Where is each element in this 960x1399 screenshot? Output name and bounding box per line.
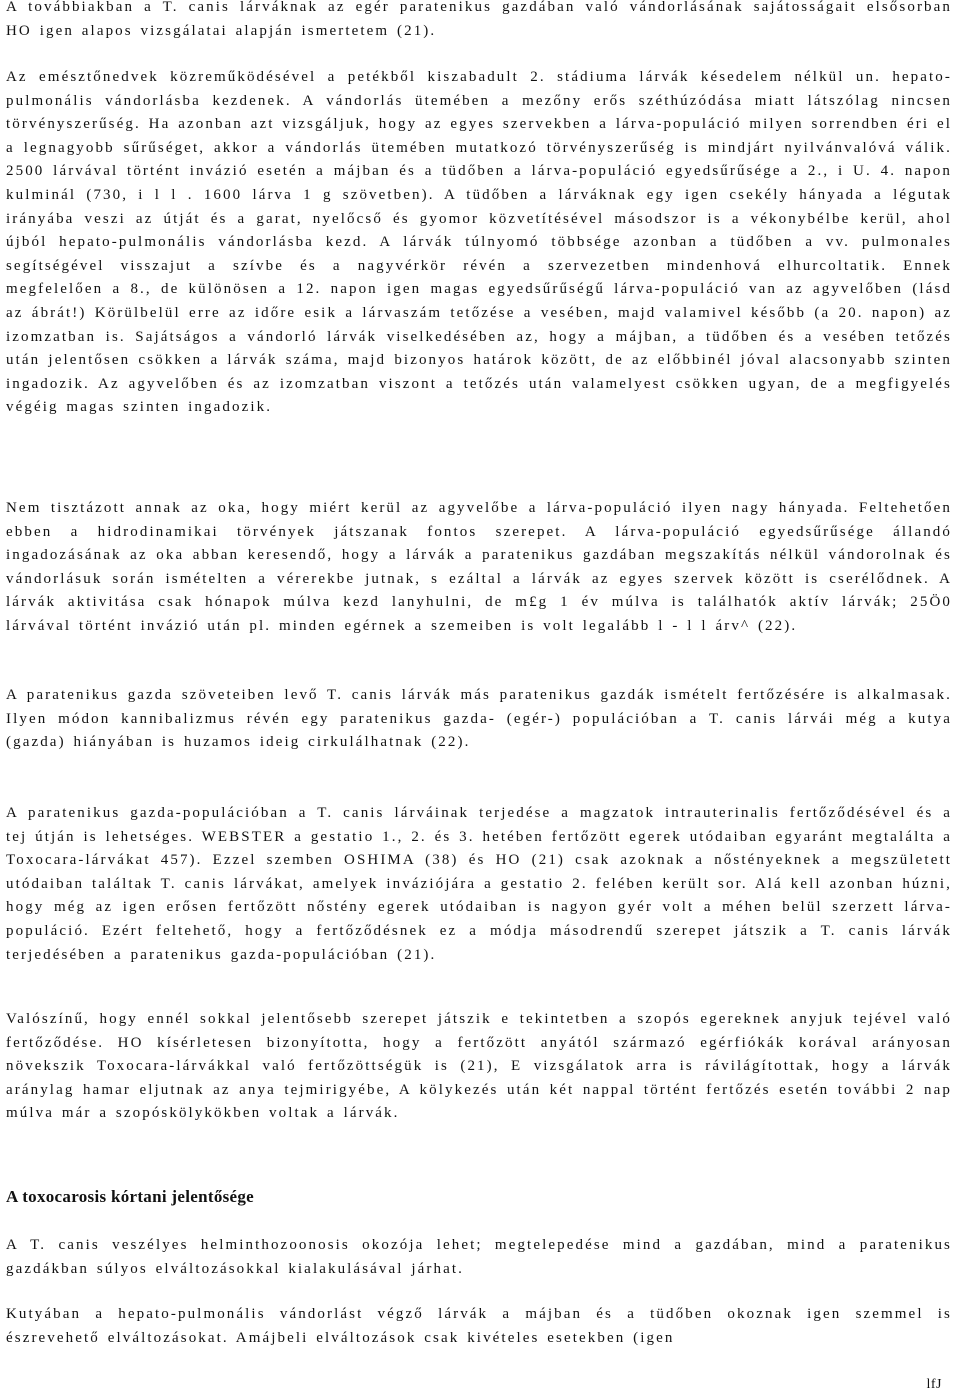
paragraph-brain-population: Nem tisztázott annak az oka, hogy miért kerül az agyvelőbe a lárva-populáció ilyen nagy hányada. Feltehetően ebben a hidrodinamikai törvények játszanak fontos szerepet. A lárva-populáció egyedsűrűsége állandó ingadozásának az oka abban keresendő, hogy a lárvák a paratenikus gazdában megszakítás nélkül vándorolnak és vándorlásuk során ismételten a vérerekbe jutnak, s ezáltal a lárvák az egyes szervek között is cserélődnek. A lárvák aktivitása csak hónapok múlva kezd lanyhulni, de m£g 1 év múlva is találhatók aktív lárvák; 25Ö0 lárvával történt invázió után pl. minden egérnek a szemeiben is volt legalább l - l l árv^ (22).	[6, 500, 952, 634]
paragraph-larval-migration: Az emésztőnedvek közreműködésével a petékből kiszabadult 2. stádiuma lárvák késedelem nélkül un. hepato-pulmonális vándorlásba kezdenek. A vándorlás ütemében a mezőny erős széthúzódása miatt látszólag nincsen törvényszerűség. Ha azonban azt vizsgáljuk, hogy az egyes szervekben a lárva-populáció milyen sorrendben éri el a legnagyobb sűrűséget, akkor a vándorlás ütemében mutatkozó törvényszerűség is mindjárt nyilvánvalóvá válik. 2500 lárvával történt invázió esetén a májban és a tüdőben a lárva-populáció egyedsűrűsége a 2., i U. 4. napon kulminál (730, i l l . 1600 lárva 1 g szövetben). A tüdőben a lárváknak egy igen csekély hányada a légutak irányába veszi az útját és a garat, nyelőcső és gyomor közvetítésével másodszor is a vékonybélbe kerül, ahol újból hepato-pulmonális vándorlásba kezd. A lárvák túlnyomó többsége azonban a tüdőben a vv. pulmonales segítségével visszajut a szívbe és a nagyvérkör révén a szervezetben mindenhová elhurcoltatik. Ennek megfelelően a 8., de különösen a 12. napon igen magas egyedsűrűségű lárva-populáció van az agyvelőben (lásd az ábrát!) Körülbelül erre az időre esik a lárvaszám tetőzése a vesében, majd valamivel később (a 20. napon) az izomzatban is. Sajátságos a vándorló lárvák viselkedésében az, hogy a májban, a tüdőben és a vesében tetőzés után jelentősen csökken a lárvák száma, majd bizonyos határok között, de az előbbinél jóval alacsonyabb szinten ingadozik. Az agyvelőben és az izomzatban viszont a tetőzés után valamelyest csökken ugyan, de a megfigyelés végéig magas szinten ingadozik.	[6, 69, 952, 416]
paragraph-milk-infection: Valószínű, hogy ennél sokkal jelentősebb szerepet játszik e tekintetben a szopós egereknek anyjuk tejével való fertőződése. HO kísérletesen bizonyította, hogy a fertőzött anyától származó egérfiókák korával arányosan növekszik Toxocara-lárvákkal való fertőzöttségük is (21), E vizsgálatok arra is rávilágítottak, hogy a lárvák aránylag hamar eljutnak az anya tejmirigyébe, A kölykezés után két nappal történt fertőzés esetén további 2 nap múlva már a szopóskölykökben voltak a lárvák.	[6, 1011, 952, 1122]
page-number: lfJ	[926, 1377, 942, 1392]
section-heading: A toxocarosis kórtani jelentősége	[6, 1187, 255, 1206]
paragraph-pathology-intro: A T. canis veszélyes helminthozoonosis okozója lehet; megtelepedése mind a gazdában, mind a paratenikus gazdákban súlyos elváltozásokkal kialakulásával járhat.	[6, 1237, 952, 1277]
paragraph-intro: A továbbiakban a T. canis lárváknak az egér paratenikus gazdában való vándorlásának sajátosságait elsősorban HO igen alapos vizsgálatai alapján ismertetem (21).	[6, 0, 952, 39]
paragraph-paratenic-host: A paratenikus gazda szöveteiben levő T. canis lárvák más paratenikus gazdák ismételt fertőzésére is alkalmasak. Ilyen módon kannibalizmus révén egy paratenikus gazda- (egér-) populációban a T. canis lárvái még a kutya (gazda) hiányában is huzamos ideig cirkulálhatnak (22).	[6, 687, 952, 751]
paragraph-pathology-dog: Kutyában a hepato-pulmonális vándorlást végző lárvák a májban és a tüdőben okoznak igen szemmel is észrevehető elváltozásokat. Amájbeli elváltozások csak kivételes esetekben (igen	[6, 1306, 952, 1346]
paragraph-intrauterine-infection: A paratenikus gazda-populációban a T. canis lárváinak terjedése a magzatok intrauterinalis fertőződésével és a tej útján is lehetséges. WEBSTER a gestatio 1., 2. és 3. hetében fertőzött egerek utódaiban egyaránt megtalálta a Toxocara-lárvákat 457). Ezzel szemben OSHIMA (38) és HO (21) csak azoknak a nőstényeknek a megszületett utódaiban találtak T. canis lárvákat, amelyek inváziójára a gestatio 2. felében került sor. Alá kell azonban húzni, hogy még az igen erősen fertőzött nőstény egerek utódaiban is nagyon gyér volt a méhen belül szerzett lárva-populáció. Ezért feltehető, hogy a fertőződésnek ez a módja másodrendű szerepet játszik a T. canis lárvák terjedésében a paratenikus gazda-populációban (21).	[6, 805, 952, 963]
